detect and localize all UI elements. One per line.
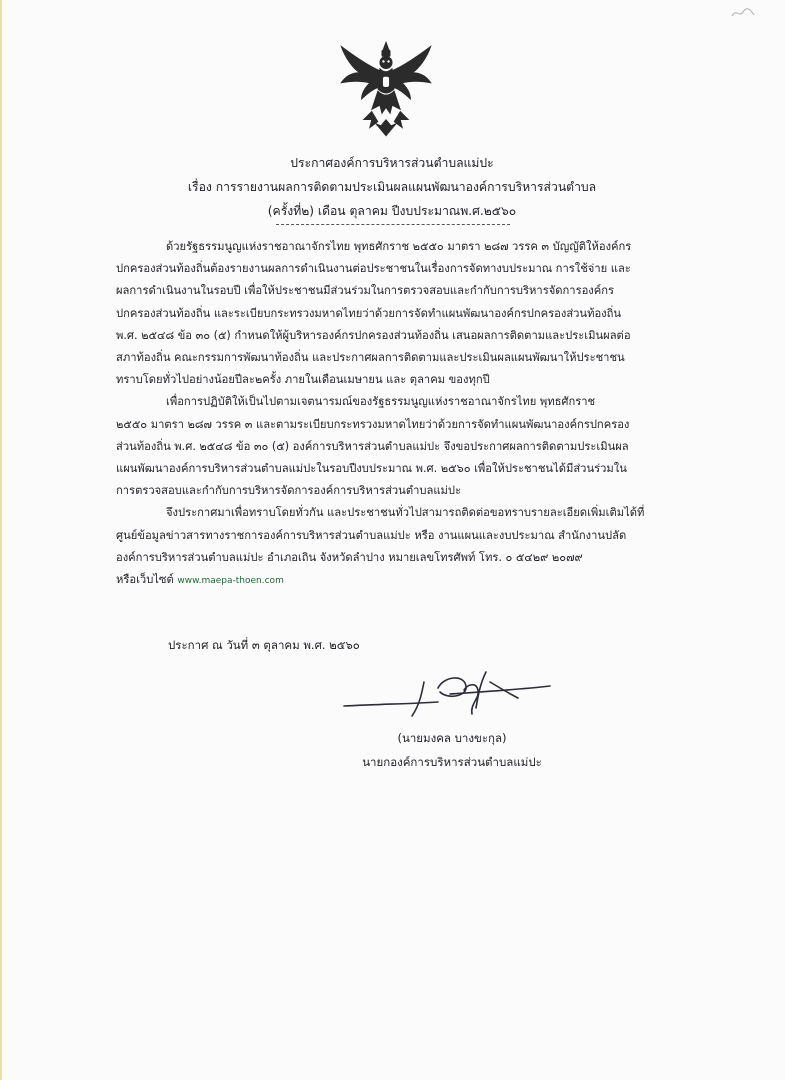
announcement-date: ประกาศ ณ วันที่ ๓ ตุลาคม พ.ศ. ๒๕๖๐ [168, 638, 360, 652]
paragraph-2 [116, 391, 672, 502]
text-line: เพื่อการปฏิบัติให้เป็นไปตามเจตนารมณ์ของรัฐธรรมนูญแห่งราชอาณาจักรไทย พุทธศักราช [166, 395, 596, 409]
website-link[interactable]: www.maepa-thoen.com [177, 576, 284, 587]
text-line: ผลการดำเนินงานในรอบปี เพื่อให้ประชาชนมีส่วนร่วมในการตรวจสอบและกำกับการบริหารจัดการองค์กร [116, 284, 615, 298]
text-line: ทราบโดยทั่วไปอย่างน้อยปีละ๒ครั้ง ภายในเดือนเมษายน และ ตุลาคม ของทุกปี [116, 373, 490, 387]
text-line: ส่วนท้องถิ่น พ.ศ. ๒๕๔๘ ข้อ ๓๐ (๕) องค์การบริหารส่วนตำบลแม่ปะ จึงขอประกาศผลการติดตามประเมินผล [116, 439, 629, 453]
announcement-body [116, 236, 672, 592]
pen-mark-icon [730, 6, 756, 20]
paragraph-3 [116, 502, 672, 592]
text-line: จึงประกาศมาเพื่อทราบโดยทั่วกัน และประชาชนทั่วไปสามารถติดต่อขอทราบรายละเอียดเพิ่มเติมได้ที่ [166, 506, 645, 520]
paragraph-1 [116, 236, 672, 391]
text-line: ศูนย์ข้อมูลข่าวสารทางราชการองค์การบริหารส่วนตำบลแม่ปะ หรือ งานแผนและงบประมาณ สำนักงานปลัด [116, 528, 627, 542]
handwritten-signature-icon [340, 664, 555, 722]
text-line: การตรวจสอบและกำกับการบริหารจัดการองค์การบริหารส่วนตำบลแม่ปะ [116, 484, 462, 498]
text-line: ๒๕๕๐ มาตรา ๒๘๗ วรรค ๓ และตามระเบียบกระทรวงมหาดไทยว่าด้วยการจัดทำแผนพัฒนาองค์กรปกครอง [116, 417, 630, 431]
website-label: หรือเว็บไซต์ [116, 573, 174, 587]
text-line: สภาท้องถิ่น คณะกรรมการพัฒนาท้องถิ่น และประกาศผลการติดตามและประเมินผลแผนพัฒนาให้ประชาชน [116, 351, 625, 365]
text-line: องค์การบริหารส่วนตำบลแม่ปะ อำเภอเถิน จังหวัดลำปาง หมายเลขโทรศัพท์ โทร. ๐ ๕๔๒๙ ๒๐๗๙ [116, 550, 583, 564]
signer-position: นายกองค์การบริหารส่วนตำบลแม่ปะ [362, 755, 542, 769]
text-line: แผนพัฒนาองค์การบริหารส่วนตำบลแม่ปะในรอบปีงบประมาณ พ.ศ. ๒๕๖๐ เพื่อให้ประชาชนได้มีส่วนร่วมใน [116, 462, 627, 476]
text-line: ปกครองส่วนท้องถิ่นต้องรายงานผลการดำเนินงานต่อประชาชนในเรื่องการจัดทางบประมาณ การใช้จ่าย และ [116, 262, 631, 276]
signer-name: (นายมงคล บางขะกุล) [397, 731, 507, 745]
text-line: ปกครองส่วนท้องถิ่น และระเบียบกระทรวงมหาดไทยว่าด้วยการจัดทำแผนพัฒนาองค์กรปกครองส่วนท้องถิ่น [116, 306, 622, 320]
announcement-org-title: ประกาศองค์การบริหารส่วนตำบลแม่ปะ [290, 156, 494, 170]
garuda-emblem-icon [335, 38, 437, 140]
announcement-header [122, 151, 662, 223]
announcement-subject: เรื่อง การรายงานผลการติดตามประเมินผลแผนพัฒนาองค์การบริหารส่วนตำบล [187, 180, 597, 194]
website-line [116, 569, 672, 592]
header-divider [276, 224, 510, 225]
text-line: ด้วยรัฐธรรมนูญแห่งราชอาณาจักรไทย พุทธศักราช ๒๕๕๐ มาตรา ๒๘๗ วรรค ๓ บัญญัติให้องค์กร [166, 240, 632, 253]
text-line: พ.ศ. ๒๕๔๘ ข้อ ๓๐ (๕) กำหนดให้ผู้บริหารองค์กรปกครองส่วนท้องถิ่น เสนอผลการติดตามและประเมินผลต่อ [116, 328, 631, 342]
announcement-period: (ครั้งที่๒) เดือน ตุลาคม ปีงบประมาณพ.ศ.๒๕๖๐ [267, 204, 517, 218]
signature-block [302, 726, 602, 774]
